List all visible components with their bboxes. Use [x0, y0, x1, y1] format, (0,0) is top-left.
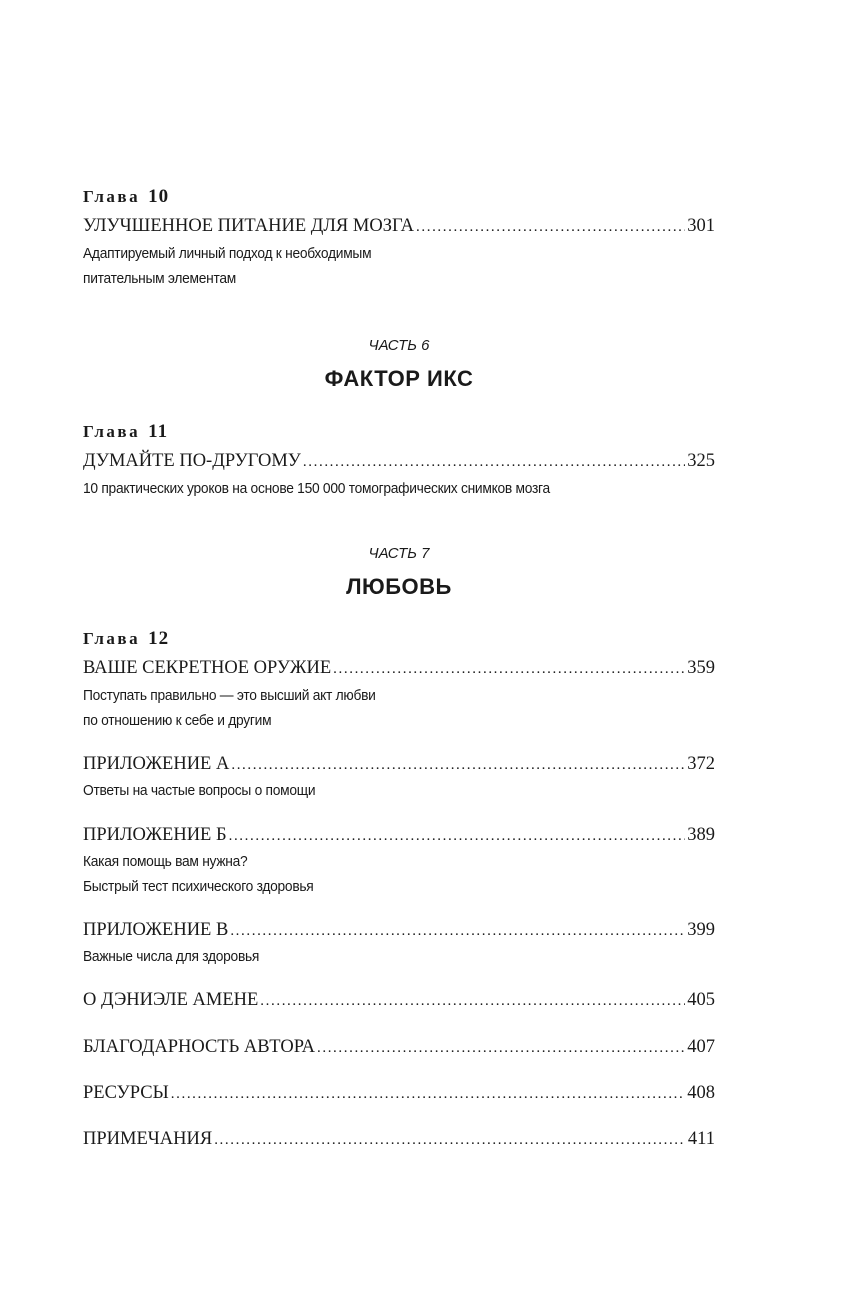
- chapter-number: 11: [148, 421, 169, 442]
- part-7-header: [83, 544, 715, 601]
- about-author: [83, 988, 715, 1013]
- entry-subtitle: Важные числа для здоровья: [83, 948, 260, 965]
- dot-leader: [303, 450, 685, 474]
- part-title: ФАКТОР ИКС: [324, 366, 474, 391]
- entry-title: УЛУЧШЕННОЕ ПИТАНИЕ ДЛЯ МОЗГА: [83, 216, 415, 236]
- page-number: 359: [687, 658, 715, 678]
- toc-entry[interactable]: [83, 656, 715, 681]
- page-number: 372: [687, 754, 715, 774]
- entry-title: ВАШЕ СЕКРЕТНОЕ ОРУЖИЕ: [83, 658, 332, 678]
- entry-title: РЕСУРСЫ: [83, 1083, 169, 1103]
- toc-entry[interactable]: [83, 752, 715, 777]
- chapter-word: Глава: [83, 629, 141, 648]
- toc-entry[interactable]: [83, 1081, 715, 1106]
- part-title: ЛЮБОВЬ: [346, 574, 452, 599]
- chapter-12: [83, 628, 715, 733]
- part-label: ЧАСТЬ 6: [368, 337, 430, 354]
- entry-title: ПРИЛОЖЕНИЕ В: [83, 920, 229, 940]
- page-number: 408: [687, 1083, 715, 1103]
- page-number: 399: [687, 920, 715, 940]
- chapter-number: 10: [148, 186, 170, 207]
- part-label: ЧАСТЬ 7: [368, 545, 430, 562]
- part-6-header: [83, 336, 715, 393]
- acknowledgements: [83, 1035, 715, 1060]
- chapter-label: [83, 628, 715, 650]
- entry-subtitle: питательным элементам: [83, 270, 236, 287]
- chapter-word: Глава: [83, 187, 141, 206]
- dot-leader: [231, 753, 685, 777]
- toc-entry[interactable]: [83, 214, 715, 239]
- chapter-10: [83, 186, 715, 291]
- toc-entry[interactable]: [83, 1127, 715, 1152]
- entry-subtitle: Какая помощь вам нужна?: [83, 853, 248, 870]
- dot-leader: [260, 989, 685, 1013]
- dot-leader: [214, 1128, 686, 1152]
- toc-entry[interactable]: [83, 918, 715, 943]
- dot-leader: [416, 215, 685, 239]
- toc-entry[interactable]: [83, 449, 715, 474]
- entry-title: ПРИЛОЖЕНИЕ А: [83, 754, 230, 774]
- appendix-c: [83, 918, 715, 969]
- page-number: 389: [687, 825, 715, 845]
- dot-leader: [317, 1036, 685, 1060]
- chapter-label: [83, 186, 715, 208]
- page-number: 411: [687, 1129, 715, 1149]
- dot-leader: [171, 1082, 685, 1106]
- entry-title: ПРИМЕЧАНИЯ: [83, 1129, 213, 1149]
- entry-title: ПРИЛОЖЕНИЕ Б: [83, 825, 227, 845]
- toc-entry[interactable]: [83, 988, 715, 1013]
- entry-subtitle: Ответы на частые вопросы о помощи: [83, 782, 316, 799]
- resources: [83, 1081, 715, 1106]
- chapter-word: Глава: [83, 422, 141, 441]
- notes: [83, 1127, 715, 1152]
- chapter-11: [83, 421, 715, 501]
- table-of-contents: [83, 0, 715, 1311]
- entry-subtitle: Быстрый тест психического здоровья: [83, 878, 314, 895]
- chapter-number: 12: [148, 628, 170, 649]
- page-number: 405: [687, 990, 715, 1010]
- dot-leader: [333, 657, 685, 681]
- entry-title: БЛАГОДАРНОСТЬ АВТОРА: [83, 1037, 315, 1057]
- page-number: 301: [687, 216, 715, 236]
- entry-subtitle: Адаптируемый личный подход к необходимым: [83, 245, 372, 262]
- entry-subtitle: Поступать правильно — это высший акт любви: [83, 687, 376, 704]
- toc-entry[interactable]: [83, 1035, 715, 1060]
- page-number: 325: [687, 451, 715, 471]
- chapter-label: [83, 421, 715, 443]
- entry-subtitle: 10 практических уроков на основе 150 000 томографических снимков мозга: [83, 480, 550, 497]
- appendix-b: [83, 823, 715, 899]
- entry-title: ДУМАЙТЕ ПО-ДРУГОМУ: [83, 451, 301, 471]
- page-number: 407: [687, 1037, 715, 1057]
- appendix-a: [83, 752, 715, 803]
- dot-leader: [230, 919, 685, 943]
- dot-leader: [229, 824, 686, 848]
- entry-subtitle: по отношению к себе и другим: [83, 712, 272, 729]
- entry-title: О ДЭНИЭЛЕ АМЕНЕ: [83, 990, 259, 1010]
- toc-entry[interactable]: [83, 823, 715, 848]
